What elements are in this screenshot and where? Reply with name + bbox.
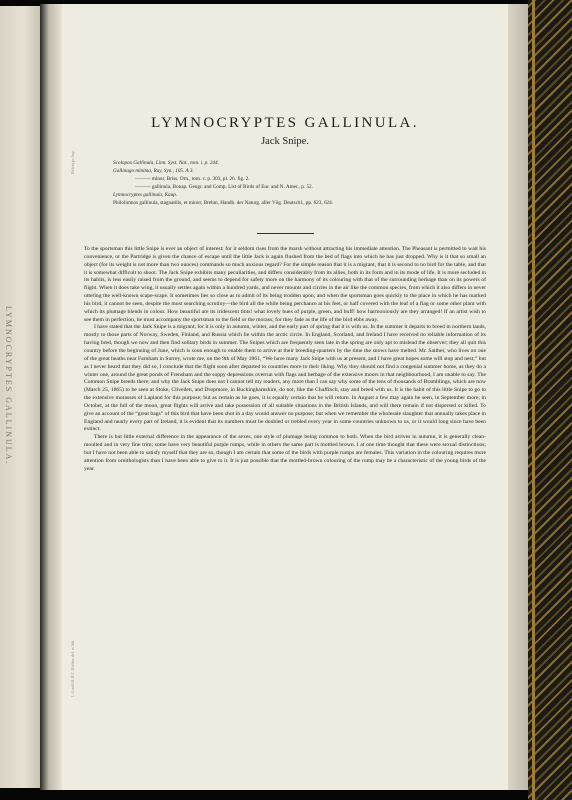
synonym-line: Scolopax Gallinula, Linn. Syst. Nat., tom. i. p. 244. — [113, 160, 219, 166]
footer-note: J. Gould & H.C. Richter del. et lith. — [70, 640, 75, 698]
synonym-line: Gallinago minima, Ray, Syn., 105. A 3. — [113, 167, 194, 174]
body-paragraph: I have stated that the Jack Snipe is a migrant; for it is only in autumn, winter, and the early part of spring that it is with us. In the summer it departs to breed in northern lands, mostly to those parts of Norway, Sweden, Finland, and Russia which lie within the arctic circle. In England, Scotland, and Ireland I have received no reliable information of its having bred, though we now and then find solitary birds in summer. The Snipes which are frequently seen late in the spring are only apt to mislead the observer; they all quit this country before the beginning of June, which is soon enough to enable them to arrive at their breeding-quarters by the time the snows have melted. Mr. Saither, who lives on one of the great heaths near Farnham in Surrey, wrote me, on the 9th of May 1861, “We have many Jack Snipe with us at present, and I have great hopes some will stop and nest;” but as I never heard that they did so, I conclude that the flight soon after departed to countries more to their liking. Why they should not find a congenial summer home, as they do a winter one, around the great ponds of Frensham and the soppy depressions overrun with flags and herbage of the extensive moors in that neighbourhood, I am unable to say. The Common Snipe breeds there; and why the Jack Snipe does not I cannot tell my readers, any more than I can say why some of the tens of thousands of Bramblings, which are now (March 25, 1865) to be seen at Stoke, Cliveden, and Dropmore, in Buckinghamshire, do not, like the Chaffinch, stay and breed with us. It is the habit of this little Snipe to go to the extensive morasses of Lapland for this purpose; but as certain as he goes, it is equally certain that he will return. In August a few may again be seen, in September more; in October, at the full of the moon, great flights will arrive and take possession of all suitable situations in the British Islands, and will there remain if not dispersed or killed. To give an account of the “great bags” of this bird that have been shot in a day would answer no purpose; but when we remember the wholesale slaughter that annually takes place in England and nearly every part of Ireland, it is evident that its numbers must be doubled or trebled every year in some countries unknown to us, or it would long since have been extinct. — [84, 324, 486, 433]
body-paragraph: To the sportsman this little Snipe is ever an object of interest; for it seldom rises from the marsh without attracting his immediate attention. The Pheasant is permitted to wait his convenience, or the Partridge is given the chance of escape until the little Jack is again flushed from the bed of flags into which he has just dropped. Why is it that so small an object (for its weight is not more than two ounces) commands so much anxious regard? For the simple reason that it is a migrant, that it is second to no bird for the table, and that it is somewhat difficult to shoot. The Jack Snipe exhibits many peculiarities, and differs considerably from its allies, both in its form and in its mode of life. It is more secluded in its habits, is less easily raised from the ground, and seems to depend for safety more on the harmony of its colouring with that of the surrounding herbage than on its powers of flight. When it does take wing, it usually settles again within a hundred yards, and never mounts and circles in the air like the common species, from which it also differs in never uttering the well-known scape-scape. It sometimes lies so close as to admit of its being trodden upon; and when the sportsman goes quickly to the place in which he has marked his bird, it cannot be seen, despite the most searching scrutiny—the bird all the while being perchance at his feet, or half covered with the leaf of a flag or some other plant with which its plumage blends in colour. How beautiful are its iridescent tints! what lovely hues of purple, green, and buff! how harmoniously are they arranged! If an artist wish to see them in perfection, he must accompany the sportsman to the field or the morass; for they fade as the life of the bird ebbs away. — [84, 246, 486, 323]
margin-note: Heliotype Imp. — [70, 150, 75, 175]
page-title: LYMNOCRYPTES GALLINULA. — [151, 115, 419, 131]
divider-rule — [257, 233, 314, 234]
synonym-line: ——— minor, Briss. Orn., tom. v. p. 303, pl. 26. fig. 2. — [135, 175, 250, 182]
left-page-edge — [0, 6, 40, 788]
synonym-line: Lymnocryptes gallinula, Kaup. — [113, 191, 178, 198]
marbled-cover-edge — [528, 0, 572, 800]
synonymy-list — [113, 160, 493, 207]
body-text — [84, 246, 486, 473]
synonym-line: Philolimnos gallinula, stagnatilis, et minor, Brehm, Handb. der Naturg. aller Vög. Deutschl., pp. 623, 624. — [113, 199, 334, 206]
synonym-line: ——— gallinula, Bonap. Geogr. and Comp. List of Birds of Eur. and N. Amer., p. 52. — [135, 183, 313, 190]
page-stack-edge — [508, 4, 528, 790]
page-subtitle: Jack Snipe. — [261, 136, 309, 147]
body-paragraph: There is but little external difference in the appearance of the sexes, one style of plumage being common to both. When the bird arrives in autumn, it is generally clean-moulted and in very fine trim; some have very beautiful purple rumps, while in others the same part is mottled brown. I at one time thought that these were sexual distinctions; but I have not been able to satisfy myself that they are so, though I am certain that some of the birds with purple rumps are females. This variation in the colouring requires more attention from ornithologists than I have been able to give to it. It is just possible that the mottled-brown colouring of the rump may be a characteristic of the young birds of the year. — [84, 434, 486, 472]
book-gutter — [40, 4, 62, 790]
left-page-running-title: LYMNOCRYPTES GALLINULA. — [4, 306, 13, 466]
